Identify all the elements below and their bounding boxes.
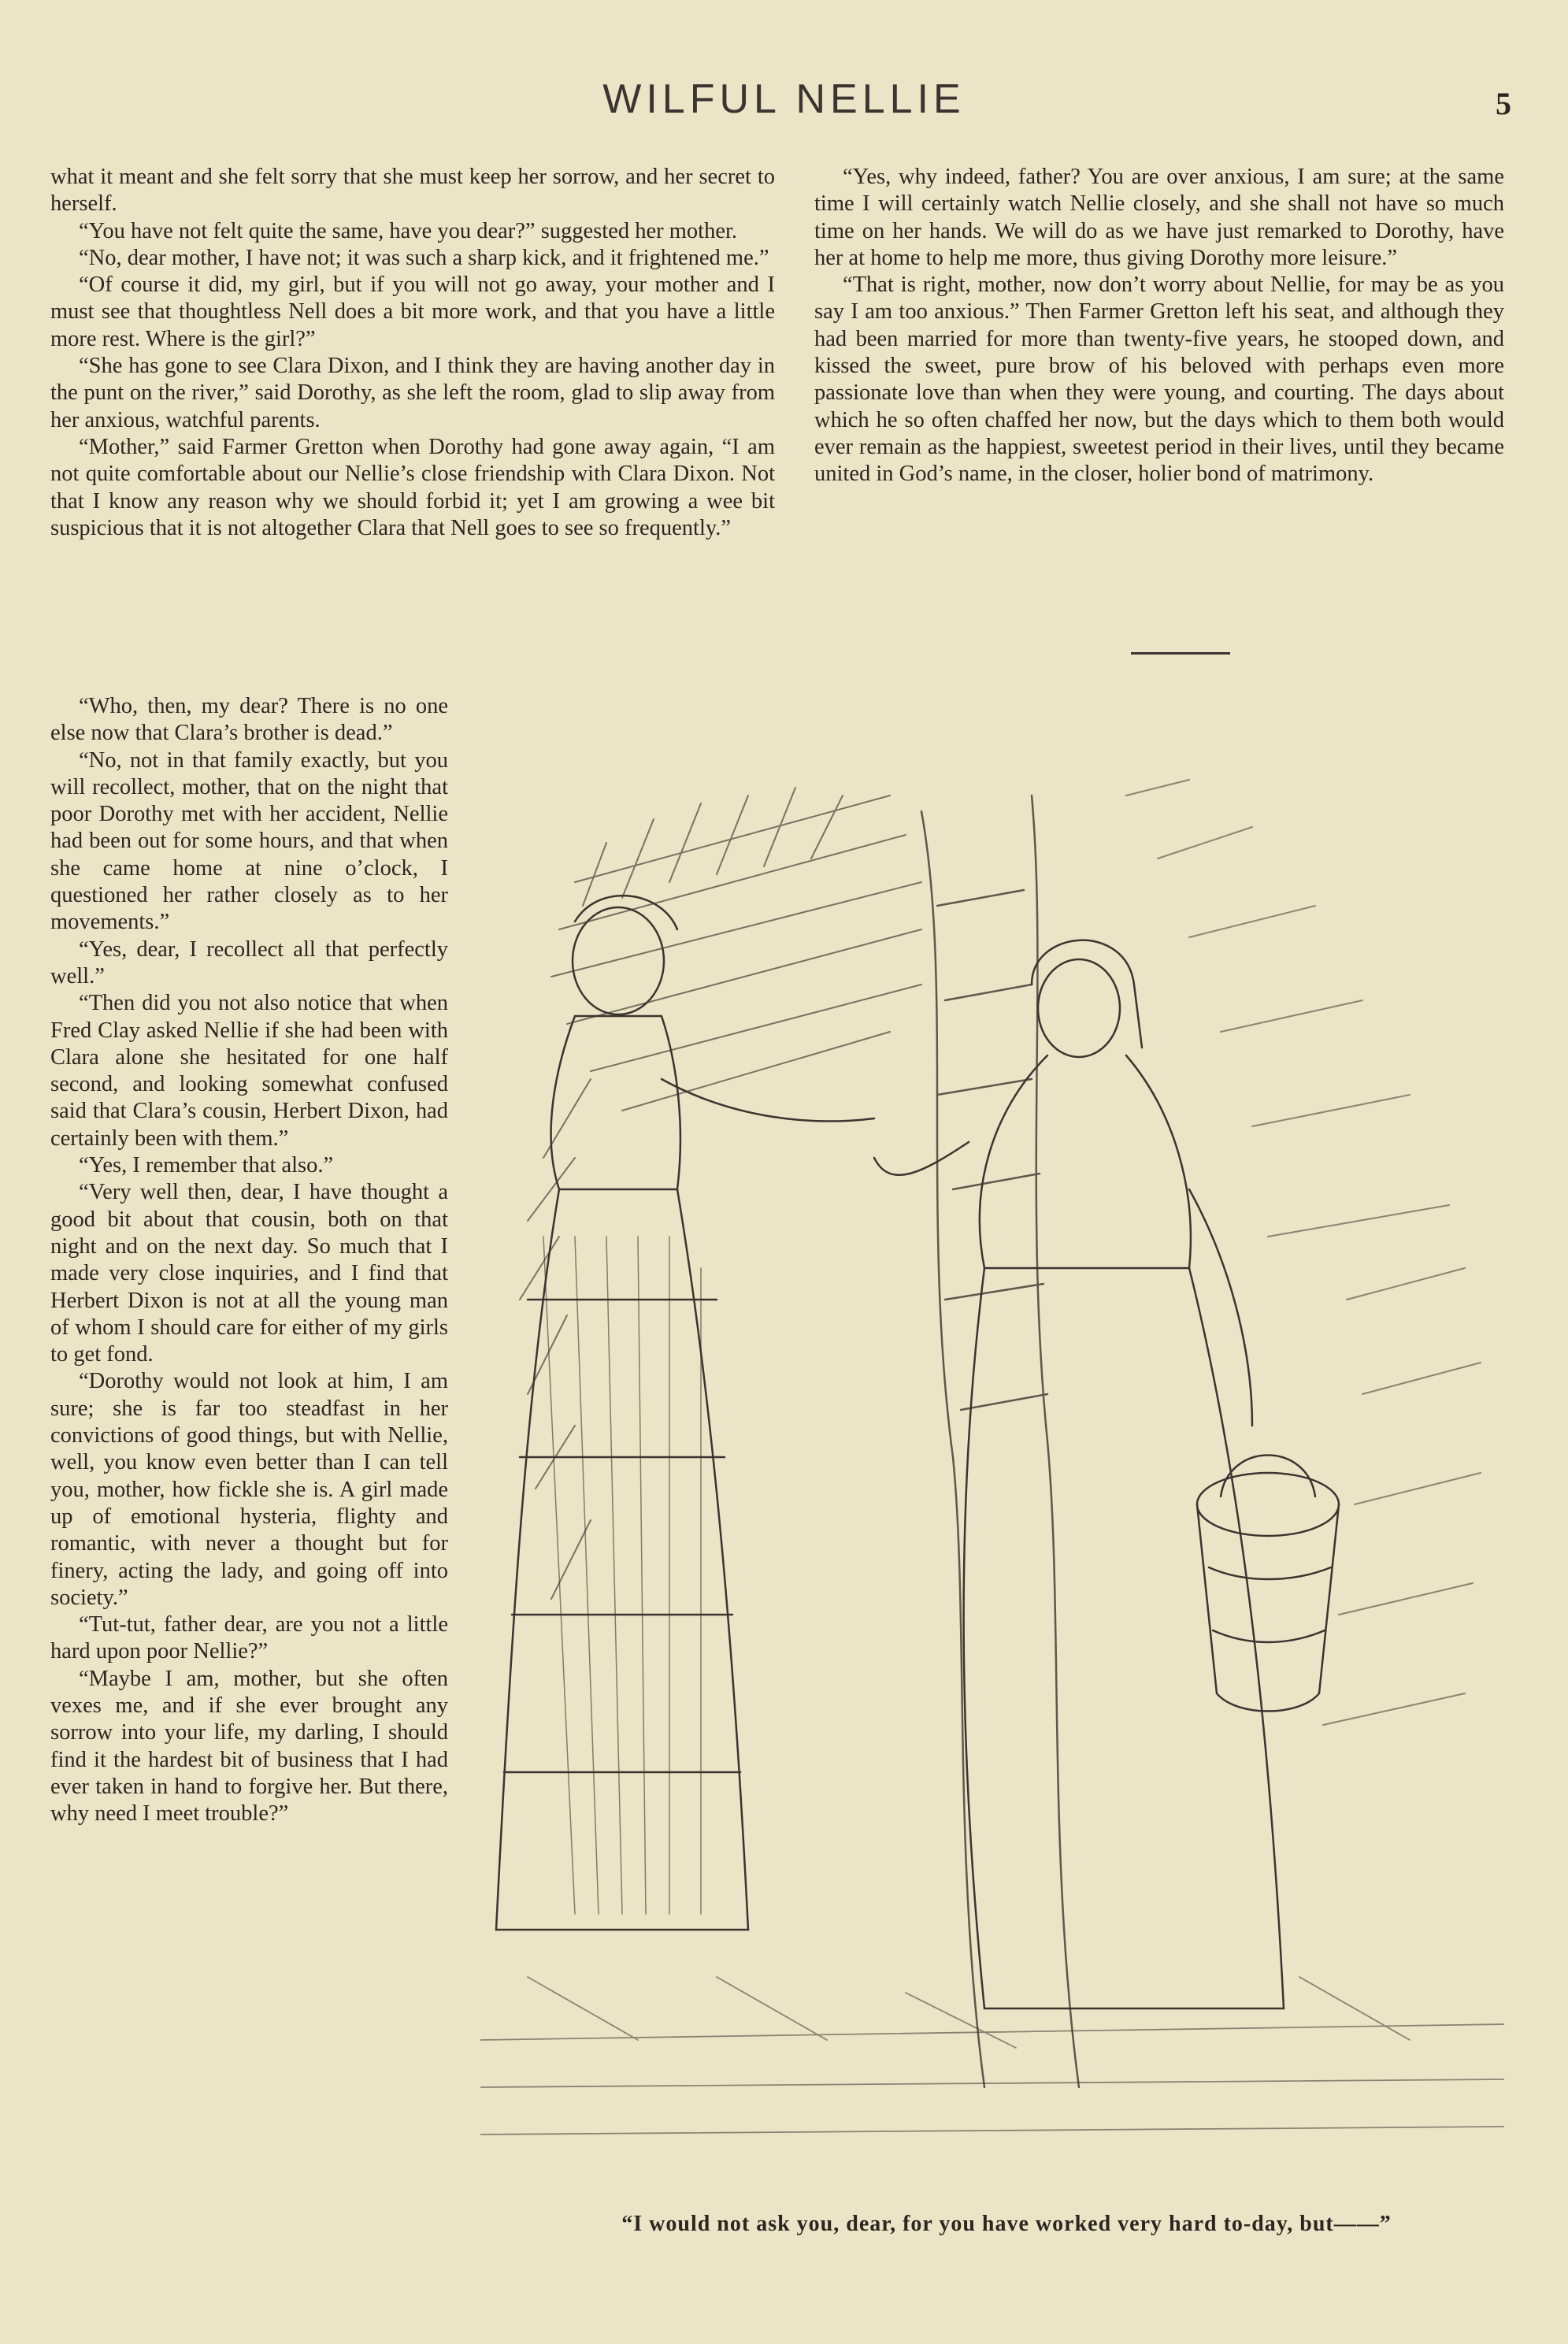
woman-right-figure: [874, 940, 1284, 2008]
left-narrow-column-text: [50, 693, 448, 1827]
paragraph: “Mother,” said Farmer Gretton when Dorothy had gone away again, “I am not quite comfortable about our Nellie’s close friendship with Clara Dixon. Not that I know any reason why we should forbid it; yet I am growing a wee bit suspicious that it is not altogether Clara that Nell goes to see so frequently.”: [50, 434, 775, 540]
paragraph: “That is right, mother, now don’t worry about Nellie, for may be as you say I am too anxious.” Then Farmer Gretton left his seat, and although they had been married for more than twenty-five years, he stooped down, and kissed the sweet, pure brow of his beloved with perhaps even more passionate love than when they were young, and courting. The days about which he so often chaffed her now, but the days which to them both would ever remain as the happiest, sweetest period in their lives, until they became united in God’s name, in the closer, holier bond of matrimony.: [814, 273, 1504, 487]
paragraph: “Of course it did, my girl, but if you will not go away, your mother and I must see that thoughtless Nell does a bit more work, and that you have a little more rest. Where is the girl?”: [50, 273, 775, 351]
paragraph: “No, not in that family exactly, but you will recollect, mother, that on the night that poor Dorothy met with her accident, Nellie had been out for some hours, and that when she came home at nine o’clock, I questioned her rather closely as to her movements.”: [50, 747, 448, 935]
paragraph: “No, dear mother, I have not; it was such a sharp kick, and it frightened me.”: [79, 245, 769, 270]
ground-hatching: [480, 1977, 1504, 2134]
paragraph: what it meant and she felt sorry that she must keep her sorrow, and her secret to herself.: [50, 165, 775, 217]
paragraph: “Dorothy would not look at him, I am sure; she is far too steadfast in her convictions of good things, but with Nellie, well, you know even better than I can tell you, mother, how fickle she is. A girl made up of emotional hysteria, flighty and romantic, with never a thought but for finery, acting the lady, and going off into society.”: [50, 1369, 448, 1610]
tree-hatching: [520, 788, 921, 1599]
foliage-hatching: [1126, 780, 1481, 1725]
bucket: [1197, 1456, 1339, 1712]
paragraph: “Very well then, dear, I have thought a good bit about that cousin, both on that night and on the next day. So much that I made very close inquiries, and I find that Herbert Dixon is not at all the young man of whom I should care for either of my girls to get fond.: [50, 1180, 448, 1367]
paragraph: “Maybe I am, mother, but she often vexes me, and if she ever brought any sorrow into your life, my darling, I should find it the hardest bit of business that I had ever taken in hand to forgive her. But there, why need I meet trouble?”: [50, 1666, 448, 1827]
dress-shading: [543, 1237, 701, 1914]
engraving-illustration: [480, 748, 1504, 2190]
paragraph: “She has gone to see Clara Dixon, and I think they are having another day in the punt on the river,” said Dorothy, as she left the room, glad to slip away from her anxious, watchful parents.: [50, 354, 775, 432]
section-divider: [1131, 652, 1230, 655]
illustration-caption: “I would not ask you, dear, for you have worked very hard to-day, but——”: [621, 2212, 1392, 2236]
right-column-text: [814, 164, 1504, 488]
paragraph: “You have not felt quite the same, have you dear?” suggested her mother.: [79, 218, 738, 243]
page-number: 5: [1496, 86, 1511, 121]
paragraph: “Then did you not also notice that when Fred Clay asked Nellie if she had been with Clara alone she hesitated for one half second, and looking somewhat confused said that Clara’s cousin, Herbert Dixon, had certainly been with them.”: [50, 991, 448, 1151]
paragraph: “Yes, dear, I recollect all that perfectly well.”: [50, 936, 448, 988]
paragraph: “Yes, I remember that also.”: [79, 1153, 334, 1178]
paragraph: “Who, then, my dear? There is no one else now that Clara’s brother is dead.”: [50, 694, 448, 746]
paragraph: “Yes, why indeed, father? You are over anxious, I am sure; at the same time I will certainly watch Nellie closely, and she shall not have so much time on her hands. We will do as we have just remarked to Dorothy, have her at home to help me more, thus giving Dorothy more leisure.”: [814, 165, 1504, 270]
paragraph: “Tut-tut, father dear, are you not a little hard upon poor Nellie?”: [50, 1612, 448, 1664]
woman-left-figure: [496, 896, 874, 1930]
running-title: WILFUL NELLIE: [602, 76, 966, 122]
tree-trunk: [921, 796, 1079, 2087]
left-column-text: [50, 164, 775, 542]
